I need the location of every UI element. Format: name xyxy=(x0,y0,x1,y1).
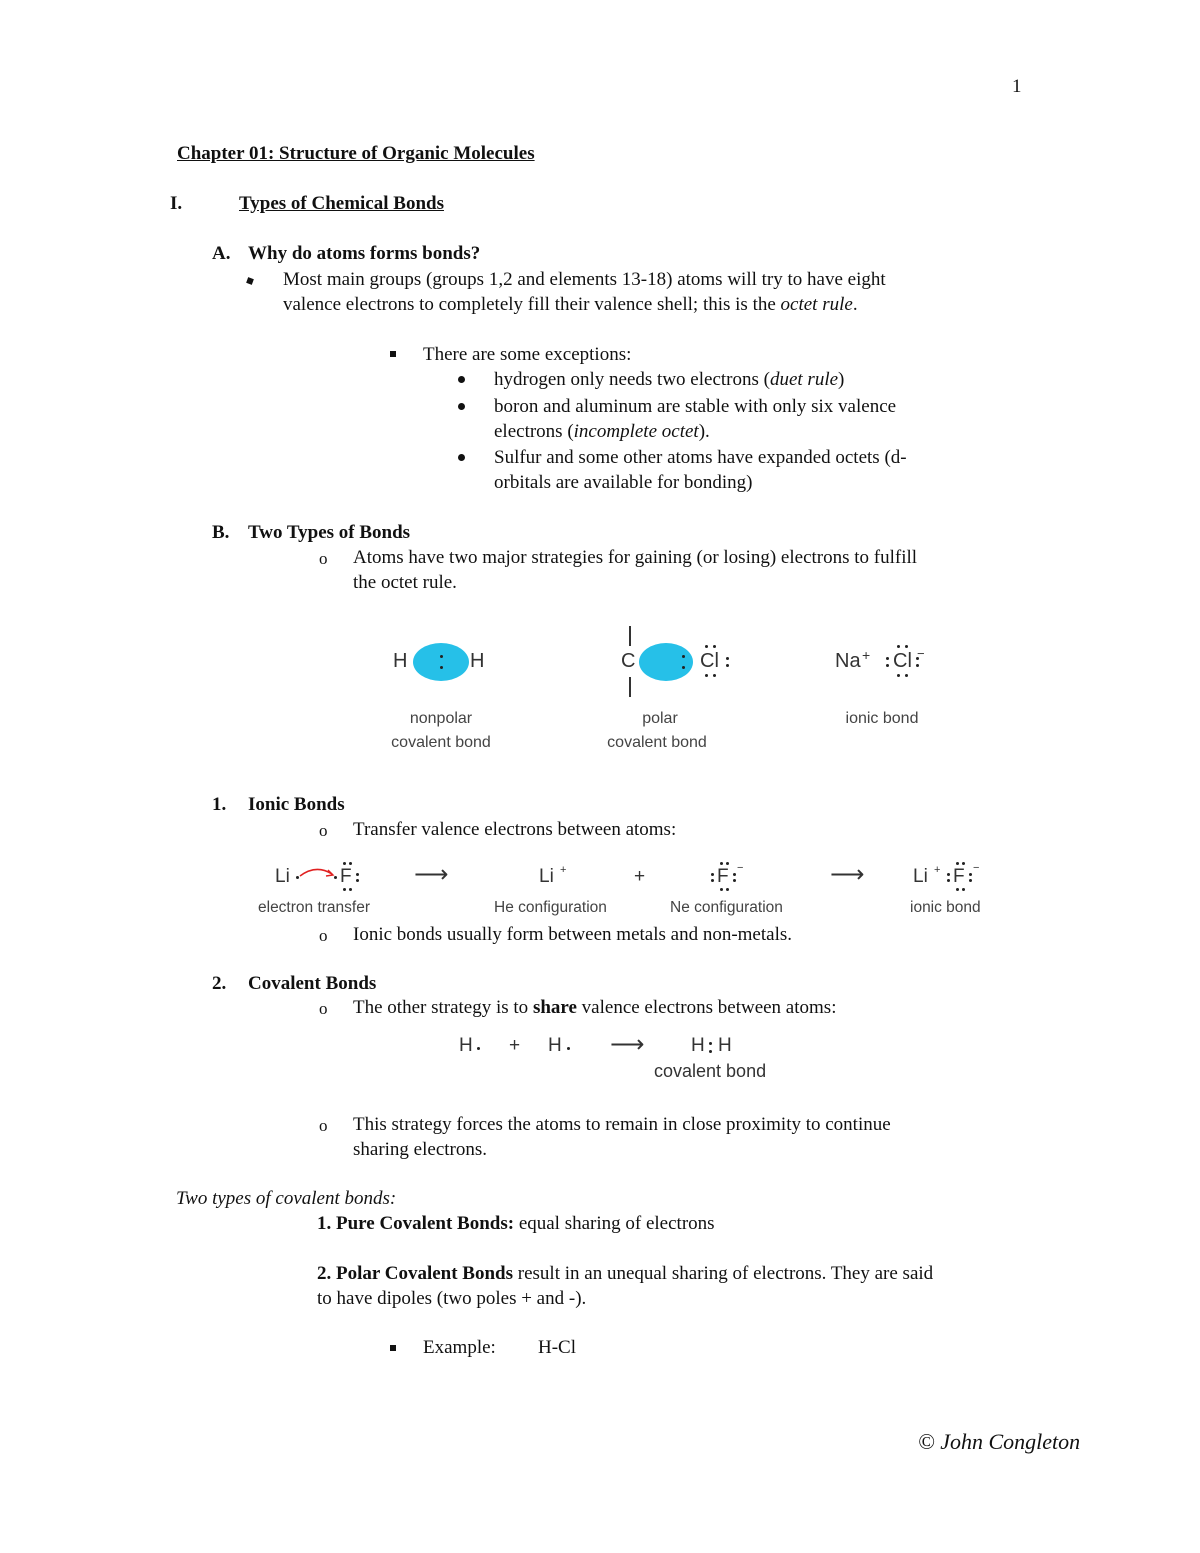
section-numeral: I. xyxy=(170,193,183,214)
caption-polar-line2: covalent bond xyxy=(607,734,707,751)
electron-dot xyxy=(947,873,950,876)
electron-dot xyxy=(349,862,352,865)
ionic-line1: Transfer valence electrons between atoms: xyxy=(353,819,677,840)
electron-dot xyxy=(726,862,729,865)
bullet-square xyxy=(390,1345,396,1351)
electron-dot xyxy=(905,674,908,677)
electron-dot xyxy=(343,862,346,865)
electron-dot xyxy=(969,879,972,882)
covalent-number: 2. xyxy=(212,973,227,994)
electron-dot xyxy=(343,888,346,891)
bond-line-down xyxy=(629,677,631,697)
bond-line-up xyxy=(629,626,631,646)
electron-dot xyxy=(682,655,685,658)
reaction-arrow: ⟶ xyxy=(610,1031,645,1058)
electron-dot xyxy=(709,1050,712,1053)
bullet-circle: o xyxy=(319,926,328,945)
caption-ionic: ionic bond xyxy=(845,710,919,727)
bullet-square xyxy=(246,277,254,285)
exceptions-intro: There are some exceptions: xyxy=(423,344,632,365)
electron-dot xyxy=(726,888,729,891)
electron-dot xyxy=(726,657,729,660)
electron-dot xyxy=(886,664,889,667)
plus-sign: + xyxy=(509,1035,521,1056)
bullet-dot xyxy=(458,454,465,461)
covalent-line1: The other strategy is to share valence electrons between atoms: xyxy=(353,997,837,1018)
electron-dot xyxy=(897,645,900,648)
electron-dot xyxy=(349,888,352,891)
subsection-label-b: B. xyxy=(212,522,230,543)
subsection-heading-b: Two Types of Bonds xyxy=(248,522,411,543)
section-heading: Types of Chemical Bonds xyxy=(239,193,444,214)
exception-boron-line1: boron and aluminum are stable with only six valence xyxy=(494,396,897,417)
octet-text-line1: Most main groups (groups 1,2 and elements 13-18) atoms will try to have eight xyxy=(283,269,886,290)
caption-nonpolar-line2: covalent bond xyxy=(391,734,491,751)
covalent-line3: sharing electrons. xyxy=(353,1139,488,1160)
subsection-heading-a: Why do atoms forms bonds? xyxy=(248,243,481,264)
caption-ne-configuration: Ne configuration xyxy=(670,899,783,916)
electron-cloud-nonpolar xyxy=(413,643,469,681)
electron-dot xyxy=(477,1047,480,1050)
electron-dot xyxy=(886,657,889,660)
ion-f-final: F xyxy=(953,866,965,887)
pure-covalent: 1. Pure Covalent Bonds: equal sharing of electrons xyxy=(317,1213,715,1234)
strategies-line1: Atoms have two major strategies for gaining (or losing) electrons to fulfill xyxy=(353,547,918,568)
atom-h1: H xyxy=(459,1035,473,1056)
polar-covalent-line1: 2. Polar Covalent Bonds result in an unequal sharing of electrons. They are said xyxy=(317,1263,934,1284)
example-value: H-Cl xyxy=(538,1337,576,1358)
product-h-right: H xyxy=(718,1035,732,1056)
electron-dot xyxy=(726,664,729,667)
atom-h2: H xyxy=(548,1035,562,1056)
electron-dot xyxy=(711,873,714,876)
electron-dot xyxy=(334,876,337,879)
caption-nonpolar-line1: nonpolar xyxy=(409,710,473,727)
bullet-circle: o xyxy=(319,999,328,1018)
polar-covalent-line2: to have dipoles (two poles + and -). xyxy=(317,1288,587,1309)
caption-ionic-bond: ionic bond xyxy=(910,899,981,916)
charge-minus: − xyxy=(973,862,980,874)
octet-text-line2: valence electrons to completely fill their valence shell; this is the octet rule. xyxy=(283,294,858,315)
electron-dot xyxy=(705,645,708,648)
electron-dot xyxy=(440,655,443,658)
electron-dot xyxy=(713,674,716,677)
electron-dot xyxy=(916,664,919,667)
page-number: 1 xyxy=(1012,76,1022,97)
electron-dot xyxy=(713,645,716,648)
charge-plus: + xyxy=(862,647,871,663)
electron-dot xyxy=(905,645,908,648)
ion-li: Li xyxy=(539,866,554,887)
ionic-heading: Ionic Bonds xyxy=(248,794,345,815)
electron-dot xyxy=(440,666,443,669)
electron-transfer-arrow xyxy=(298,864,338,880)
atom-li: Li xyxy=(275,866,290,887)
electron-dot xyxy=(947,879,950,882)
caption-polar-line1: polar xyxy=(642,710,678,727)
electron-dot xyxy=(709,1042,712,1045)
electron-dot xyxy=(956,862,959,865)
reaction-arrow: ⟶ xyxy=(414,861,449,888)
example-label: Example: xyxy=(423,1337,496,1358)
electron-dot xyxy=(720,888,723,891)
electron-dot xyxy=(356,873,359,876)
exception-hydrogen: hydrogen only needs two electrons (duet rule) xyxy=(494,369,845,390)
covalent-types-intro: Two types of covalent bonds: xyxy=(176,1188,397,1209)
bullet-circle: o xyxy=(319,821,328,840)
electron-dot xyxy=(969,873,972,876)
atom-na: Na xyxy=(835,650,861,672)
electron-cloud-polar xyxy=(639,643,693,681)
bullet-dot xyxy=(458,403,465,410)
atom-cl: Cl xyxy=(700,650,719,672)
copyright: © John Congleton xyxy=(918,1429,1081,1454)
bullet-dot xyxy=(458,376,465,383)
exception-boron-line2: electrons (incomplete octet). xyxy=(494,421,710,442)
exception-sulfur-line1: Sulfur and some other atoms have expanded octets (d- xyxy=(494,447,907,468)
covalent-line2: This strategy forces the atoms to remain in close proximity to continue xyxy=(353,1114,891,1135)
caption-he-configuration: He configuration xyxy=(494,899,607,916)
electron-dot xyxy=(356,879,359,882)
electron-dot xyxy=(705,674,708,677)
atom-c: C xyxy=(621,650,636,672)
charge-plus: + xyxy=(560,864,567,876)
electron-dot xyxy=(962,888,965,891)
electron-dot xyxy=(733,873,736,876)
electron-dot xyxy=(956,888,959,891)
ionic-line2: Ionic bonds usually form between metals and non-metals. xyxy=(353,924,793,945)
electron-dot xyxy=(711,879,714,882)
ion-cl: Cl xyxy=(893,650,912,672)
ion-li-final: Li xyxy=(913,866,928,887)
bullet-circle: o xyxy=(319,1116,328,1135)
electron-dot xyxy=(567,1047,570,1050)
electron-dot xyxy=(733,879,736,882)
caption-covalent-bond: covalent bond xyxy=(654,1061,767,1081)
bullet-square xyxy=(390,351,396,357)
ionic-number: 1. xyxy=(212,794,227,815)
bullet-circle: o xyxy=(319,549,328,568)
electron-dot xyxy=(682,666,685,669)
electron-dot xyxy=(962,862,965,865)
covalent-heading: Covalent Bonds xyxy=(248,973,377,994)
product-h-left: H xyxy=(691,1035,705,1056)
charge-minus: − xyxy=(917,646,925,661)
exception-sulfur-line2: orbitals are available for bonding) xyxy=(494,472,753,493)
subsection-label-a: A. xyxy=(212,243,231,264)
ion-f: F xyxy=(717,866,729,887)
electron-dot xyxy=(897,674,900,677)
plus-sign: + xyxy=(634,866,646,887)
strategies-line2: the octet rule. xyxy=(353,572,457,593)
reaction-arrow: ⟶ xyxy=(830,861,865,888)
charge-plus: + xyxy=(934,864,941,876)
atom-h-left: H xyxy=(393,650,408,672)
atom-h-right: H xyxy=(470,650,485,672)
atom-f: F xyxy=(340,866,352,887)
page-title: Chapter 01: Structure of Organic Molecules xyxy=(177,143,535,164)
electron-dot xyxy=(720,862,723,865)
charge-minus: − xyxy=(737,862,744,874)
caption-electron-transfer: electron transfer xyxy=(258,899,370,916)
